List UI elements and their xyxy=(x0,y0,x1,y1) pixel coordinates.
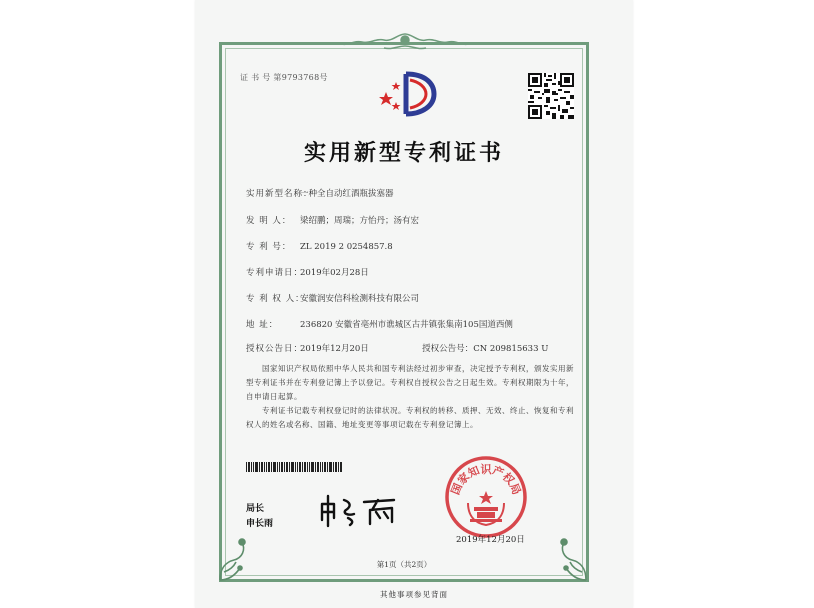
page-indicator: 第1页（共2页） xyxy=(376,560,432,569)
field-value: CN 209815633 U xyxy=(473,344,549,354)
field-value: 梁绍鹏；周瑞；方怡丹；汤有宏 xyxy=(300,216,420,226)
signatory-role: 局长 xyxy=(246,504,265,514)
handwritten-signature xyxy=(318,492,402,528)
patent-office-logo xyxy=(376,70,438,120)
field-value: 2019年12月20日 xyxy=(300,344,369,354)
field-value: 一种全自动红酒瓶拔塞器 xyxy=(300,189,394,199)
certificate-number: 证 书 号 第9793768号 xyxy=(240,73,328,82)
legal-status-paragraph: 专利证书记载专利权登记时的法律状况。专利权的转移、质押、无效、终止、恢复和专利权人的姓名或名称、国籍、地址变更等事项记载在专利登记簿上。 xyxy=(246,406,574,429)
field-label: 专 利 号： xyxy=(246,242,292,252)
signatory-name: 申长雨 xyxy=(246,519,274,529)
field-label: 授权公告日： xyxy=(246,344,304,354)
footer-note: 其他事项参见背面 xyxy=(380,590,448,599)
field-value: 236820 安徽省亳州市谯城区古井镇张集南105国道西侧 xyxy=(300,320,513,330)
corner-ornament-bottom-left xyxy=(216,532,260,584)
grant-statement-paragraph: 国家知识产权局依照中华人民共和国专利法经过初步审查，决定授予专利权，颁发实用新型专利证书并在专利登记簿上予以登记。专利权自授权公告之日起生效。专利权期限为十年，自申请日起算。 xyxy=(246,364,574,401)
field-label: 授权公告号： xyxy=(422,344,474,354)
barcode xyxy=(246,462,342,472)
field-value: 2019年02月28日 xyxy=(300,268,369,278)
field-label: 地 址： xyxy=(246,320,279,330)
field-label: 专利申请日： xyxy=(246,268,304,278)
field-application-date xyxy=(246,266,369,278)
field-label: 实用新型名称： xyxy=(246,189,313,199)
official-seal xyxy=(444,455,528,539)
field-value: ZL 2019 2 0254857.8 xyxy=(300,242,393,252)
field-value: 安徽润安信科检测科技有限公司 xyxy=(300,294,420,304)
svg-text:国家知识产权局: 国家知识产权局 xyxy=(448,463,524,497)
qr-code xyxy=(528,73,574,119)
certificate-title: 实用新型专利证书 xyxy=(303,140,504,166)
field-utility-model-name xyxy=(246,187,394,199)
field-grant-date xyxy=(246,342,548,354)
field-label: 专 利 权 人： xyxy=(246,294,305,304)
field-inventors xyxy=(246,214,419,226)
certificate-inner-border xyxy=(225,48,583,576)
field-address xyxy=(246,318,513,330)
field-patentee xyxy=(246,292,419,304)
seal-date: 2019年12月20日 xyxy=(456,535,525,545)
field-patent-number xyxy=(246,240,393,252)
corner-ornament-bottom-right xyxy=(546,532,590,584)
field-label: 发 明 人： xyxy=(246,216,292,226)
top-ornament xyxy=(340,30,470,52)
